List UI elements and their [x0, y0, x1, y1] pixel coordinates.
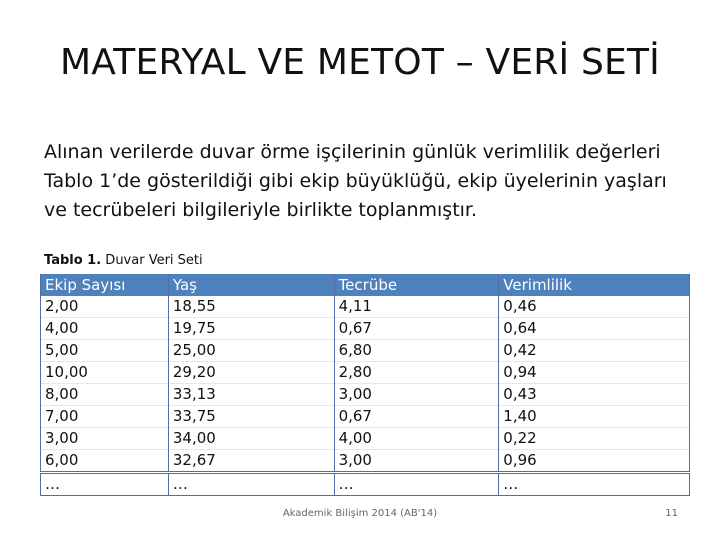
table-cell: 0,22: [499, 428, 690, 450]
table-caption: [44, 253, 203, 268]
table-cell: 2,00: [41, 296, 169, 318]
table-cell: 0,64: [499, 318, 690, 340]
table-cell: 0,67: [334, 406, 499, 428]
slide-footer: Akademik Bilişim 2014 (AB'14): [282, 508, 438, 519]
table-cell: …: [499, 473, 690, 496]
table-cell: 3,00: [41, 428, 169, 450]
table-cell: 33,75: [168, 406, 334, 428]
table-row: [41, 406, 690, 428]
table-cell: 6,00: [41, 450, 169, 473]
table-cell: 32,67: [168, 450, 334, 473]
table-cell: 0,46: [499, 296, 690, 318]
table-row: [41, 428, 690, 450]
header-cell: Verimlilik: [499, 274, 690, 296]
table-row: [41, 384, 690, 406]
header-cell: Ekip Sayısı: [41, 274, 169, 296]
body-paragraph: Alınan verilerde duvar örme işçilerinin günlük verimlilik değerleri Tablo 1’de gösterildiği gibi ekip büyüklüğü, ekip üyelerinin yaşları ve tecrübeleri bilgileriyle birlikte toplanmıştır.: [44, 141, 667, 221]
table-cell: 0,67: [334, 318, 499, 340]
table-row: [41, 296, 690, 318]
table-cell: 4,00: [41, 318, 169, 340]
table-cell: …: [41, 473, 169, 496]
page-number: 11: [665, 508, 678, 519]
table-row: [41, 450, 690, 473]
table-header-row: [41, 274, 690, 296]
table-row-ellipsis: [41, 473, 690, 496]
table-cell: 0,42: [499, 340, 690, 362]
table-cell: 0,94: [499, 362, 690, 384]
caption-label: Tablo 1.: [44, 253, 102, 268]
table-cell: 4,00: [334, 428, 499, 450]
slide-title: MATERYAL VE METOT – VERİ SETİ: [60, 42, 660, 83]
table-row: [41, 318, 690, 340]
table-cell: 25,00: [168, 340, 334, 362]
table-cell: 5,00: [41, 340, 169, 362]
table-cell: 6,80: [334, 340, 499, 362]
table-cell: 2,80: [334, 362, 499, 384]
table-row: [41, 340, 690, 362]
table-cell: 1,40: [499, 406, 690, 428]
table-cell: 29,20: [168, 362, 334, 384]
data-table: [40, 274, 690, 496]
table-cell: 3,00: [334, 450, 499, 473]
table-cell: …: [168, 473, 334, 496]
table-cell: 10,00: [41, 362, 169, 384]
table-cell: 8,00: [41, 384, 169, 406]
table-cell: 19,75: [168, 318, 334, 340]
table-row: [41, 362, 690, 384]
table-cell: 0,96: [499, 450, 690, 473]
table-cell: 4,11: [334, 296, 499, 318]
table-cell: 18,55: [168, 296, 334, 318]
table-cell: 34,00: [168, 428, 334, 450]
table-cell: …: [334, 473, 499, 496]
header-cell: Yaş: [168, 274, 334, 296]
table-cell: 0,43: [499, 384, 690, 406]
caption-text: Duvar Veri Seti: [101, 253, 203, 268]
table-cell: 7,00: [41, 406, 169, 428]
table-cell: 33,13: [168, 384, 334, 406]
header-cell: Tecrübe: [334, 274, 499, 296]
table-cell: 3,00: [334, 384, 499, 406]
